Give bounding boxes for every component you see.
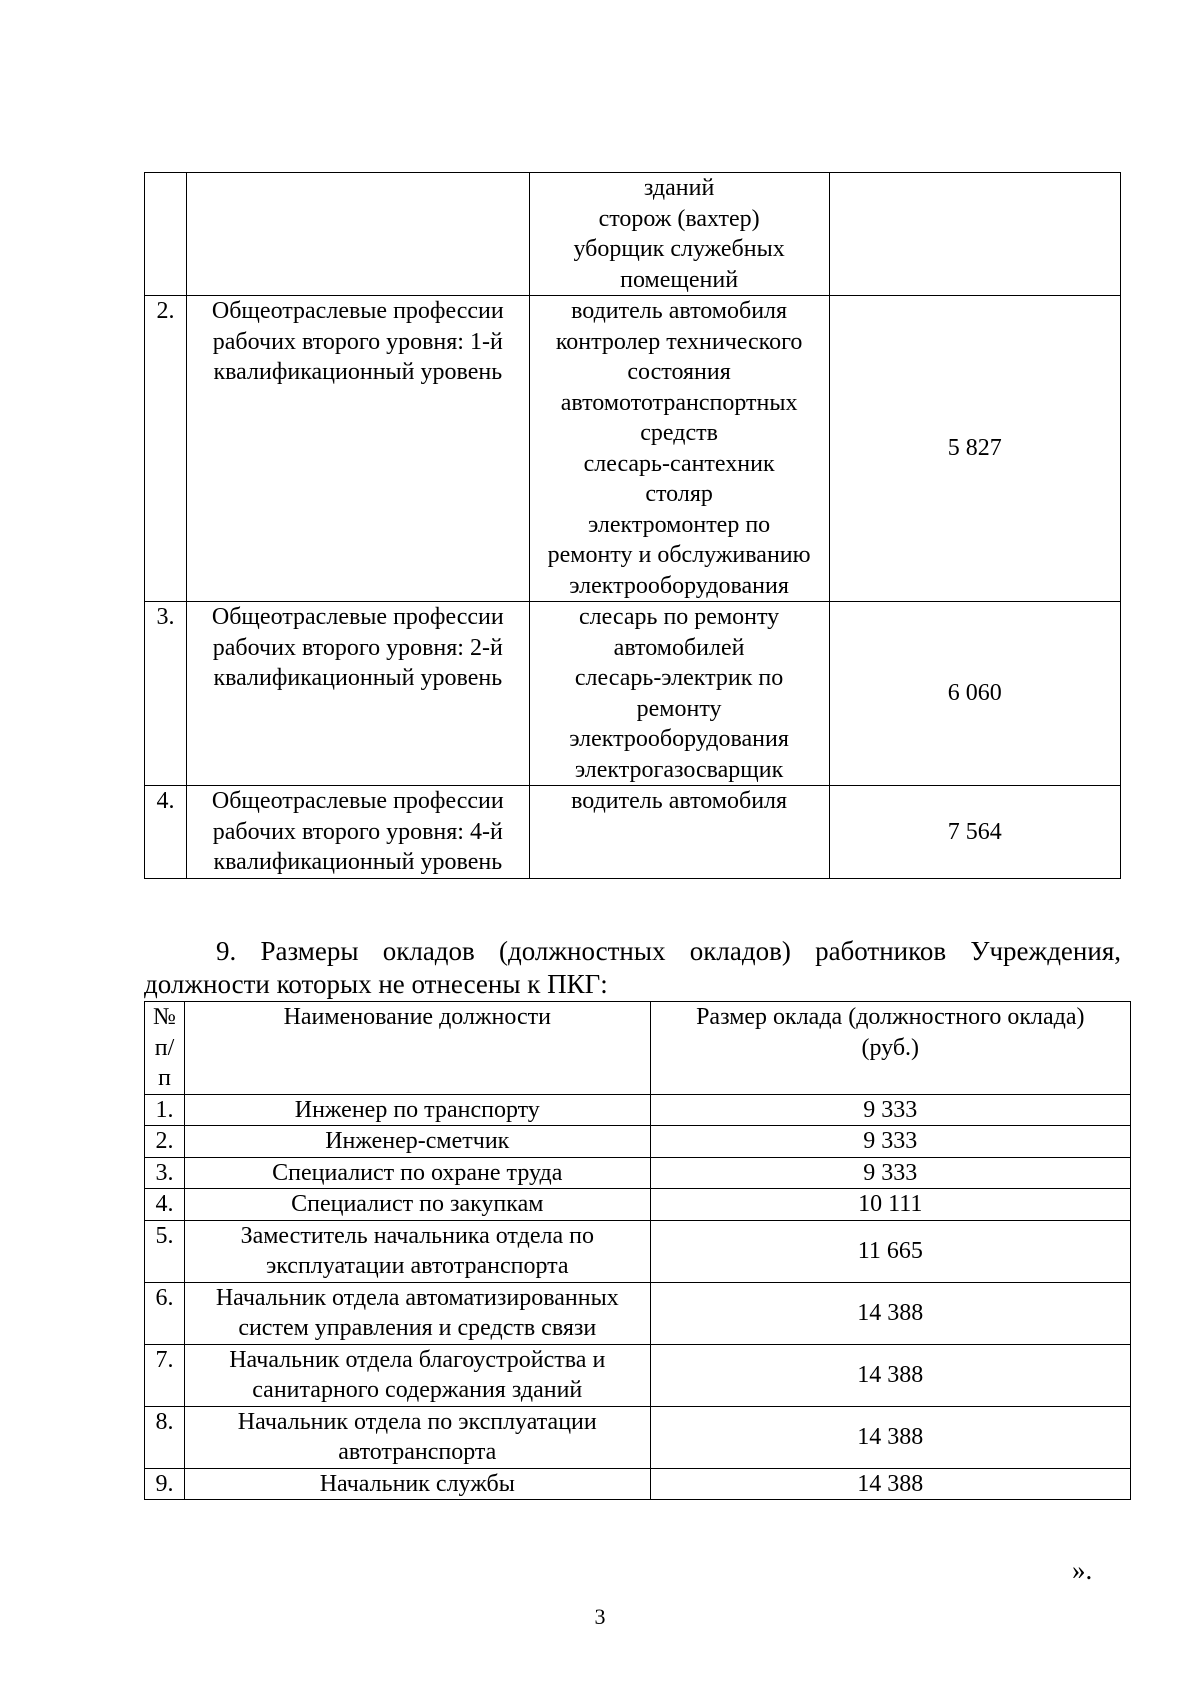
position-name-line: Начальник службы — [319, 1470, 515, 1497]
group-line: рабочих второго уровня: 2-й — [212, 634, 503, 661]
position-line: сторож (вахтер) — [598, 205, 760, 232]
position-name-line: Инженер-сметчик — [325, 1128, 510, 1154]
qualification-group — [186, 296, 529, 602]
row-number: 3. — [145, 1157, 185, 1189]
positions-list — [529, 173, 829, 296]
salary-value: 10 111 — [650, 1189, 1130, 1221]
table-row — [145, 1094, 1131, 1126]
position-name — [184, 1282, 650, 1344]
position-name — [184, 1126, 650, 1158]
qualification-group — [186, 786, 529, 879]
table-row — [145, 1220, 1131, 1282]
header-name: Наименование должности — [184, 1002, 650, 1095]
salary-value: 7 564 — [829, 786, 1120, 879]
row-number: 2. — [145, 1126, 185, 1158]
row-number: 5. — [145, 1220, 185, 1282]
position-line: электрооборудования — [569, 572, 789, 599]
row-number: 7. — [145, 1344, 185, 1406]
position-line: слесарь-сантехник — [583, 450, 775, 477]
header-num-line: п/п — [154, 1034, 175, 1091]
position-line: водитель автомобиля — [571, 298, 788, 324]
professions-table-body — [145, 173, 1121, 879]
salary-value: 6 060 — [829, 602, 1120, 786]
row-number: 1. — [145, 1094, 185, 1126]
position-line: слесарь-электрик по — [574, 665, 784, 691]
table-row — [145, 786, 1121, 879]
position-line: ремонту и обслуживанию — [547, 542, 811, 568]
group-line: Общеотраслевые профессии — [211, 604, 504, 630]
table-row — [145, 1126, 1131, 1158]
position-line: автомототранспортных — [560, 389, 798, 416]
paragraph-line-2: должности которых не отнесены к ПКГ: — [144, 969, 608, 999]
closing-quote: ». — [1072, 1555, 1093, 1585]
position-name-line: Инженер по транспорту — [294, 1096, 540, 1123]
table-row — [145, 1189, 1131, 1221]
row-number: 3. — [145, 602, 187, 786]
position-line: водитель автомобиля — [571, 788, 788, 814]
table-row — [145, 1282, 1131, 1344]
table-header-row — [145, 1002, 1131, 1095]
position-line: слесарь по ремонту — [579, 604, 780, 630]
paragraph-line-1: 9. Размеры окладов (должностных окладов) работников Учреждения, — [216, 936, 1121, 966]
page-number: 3 — [594, 1604, 606, 1629]
row-number: 4. — [145, 1189, 185, 1221]
table-row — [145, 602, 1121, 786]
group-line: квалификационный уровень — [213, 359, 503, 385]
position-line: электрооборудования — [569, 726, 789, 752]
salary-value: 14 388 — [650, 1344, 1130, 1406]
position-name — [184, 1157, 650, 1189]
position-name — [184, 1406, 650, 1468]
table-row — [145, 1157, 1131, 1189]
position-line: электромонтер по — [588, 511, 771, 538]
position-name — [184, 1189, 650, 1221]
table-row — [145, 1468, 1131, 1500]
position-name-line: Начальник отдела благоустройства и — [229, 1346, 606, 1373]
row-number — [145, 173, 187, 296]
row-number: 8. — [145, 1406, 185, 1468]
row-number: 4. — [145, 786, 187, 879]
position-name-line: санитарного содержания зданий — [252, 1377, 583, 1403]
header-num — [145, 1002, 185, 1095]
positions-list — [529, 296, 829, 602]
position-line: помещений — [620, 266, 739, 293]
position-line: автомобилей — [613, 634, 745, 661]
row-number: 6. — [145, 1282, 185, 1344]
position-line: контролер технического — [555, 328, 803, 355]
salary-value: 9 333 — [650, 1126, 1130, 1158]
group-line: рабочих второго уровня: 4-й — [212, 818, 503, 845]
group-line: квалификационный уровень — [213, 665, 503, 691]
position-name-line: Специалист по закупкам — [291, 1191, 544, 1217]
table-row — [145, 1344, 1131, 1406]
salary-value — [829, 173, 1120, 296]
salary-value: 14 388 — [650, 1406, 1130, 1468]
qualification-group — [186, 173, 529, 296]
position-name-line: Начальник отдела автоматизированных — [215, 1284, 619, 1311]
position-name — [184, 1220, 650, 1282]
position-line: состояния — [627, 359, 731, 385]
positions-list — [529, 786, 829, 879]
position-name-line: эксплуатации автотранспорта — [265, 1253, 569, 1279]
salaries-table — [144, 1001, 1131, 1500]
position-name — [184, 1468, 650, 1500]
table-row — [145, 296, 1121, 602]
header-salary-line: Размер оклада (должностного оклада) — [696, 1004, 1085, 1030]
salary-value: 14 388 — [650, 1282, 1130, 1344]
position-line: средств — [640, 420, 718, 446]
header-salary — [650, 1002, 1130, 1095]
salary-value: 5 827 — [829, 296, 1120, 602]
position-line: зданий — [643, 175, 715, 201]
group-line: рабочих второго уровня: 1-й — [212, 328, 503, 355]
position-name-line: Начальник отдела по эксплуатации — [237, 1408, 597, 1435]
position-name-line: Заместитель начальника отдела по — [240, 1222, 594, 1249]
position-name — [184, 1094, 650, 1126]
salary-value: 14 388 — [650, 1468, 1130, 1500]
position-name-line: систем управления и средств связи — [238, 1315, 597, 1341]
salaries-table-body — [145, 1002, 1131, 1500]
position-name — [184, 1344, 650, 1406]
group-line: Общеотраслевые профессии — [211, 298, 504, 324]
group-line: квалификационный уровень — [213, 849, 503, 875]
professions-table — [144, 172, 1121, 879]
group-line: Общеотраслевые профессии — [211, 788, 504, 814]
header-num-line: № — [153, 1004, 176, 1030]
position-name-line: Специалист по охране труда — [272, 1159, 563, 1186]
qualification-group — [186, 602, 529, 786]
row-number: 2. — [145, 296, 187, 602]
header-salary-line: (руб.) — [861, 1034, 920, 1061]
position-line: уборщик служебных — [573, 236, 785, 262]
position-line: электрогазосварщик — [574, 756, 784, 783]
row-number: 9. — [145, 1468, 185, 1500]
position-line: ремонту — [636, 695, 722, 722]
position-line: столяр — [645, 481, 713, 507]
positions-list — [529, 602, 829, 786]
table-row — [145, 173, 1121, 296]
section-9-paragraph — [144, 935, 1121, 1001]
salary-value: 11 665 — [650, 1220, 1130, 1282]
salary-value: 9 333 — [650, 1157, 1130, 1189]
salary-value: 9 333 — [650, 1094, 1130, 1126]
table-row — [145, 1406, 1131, 1468]
position-name-line: автотранспорта — [338, 1439, 497, 1465]
